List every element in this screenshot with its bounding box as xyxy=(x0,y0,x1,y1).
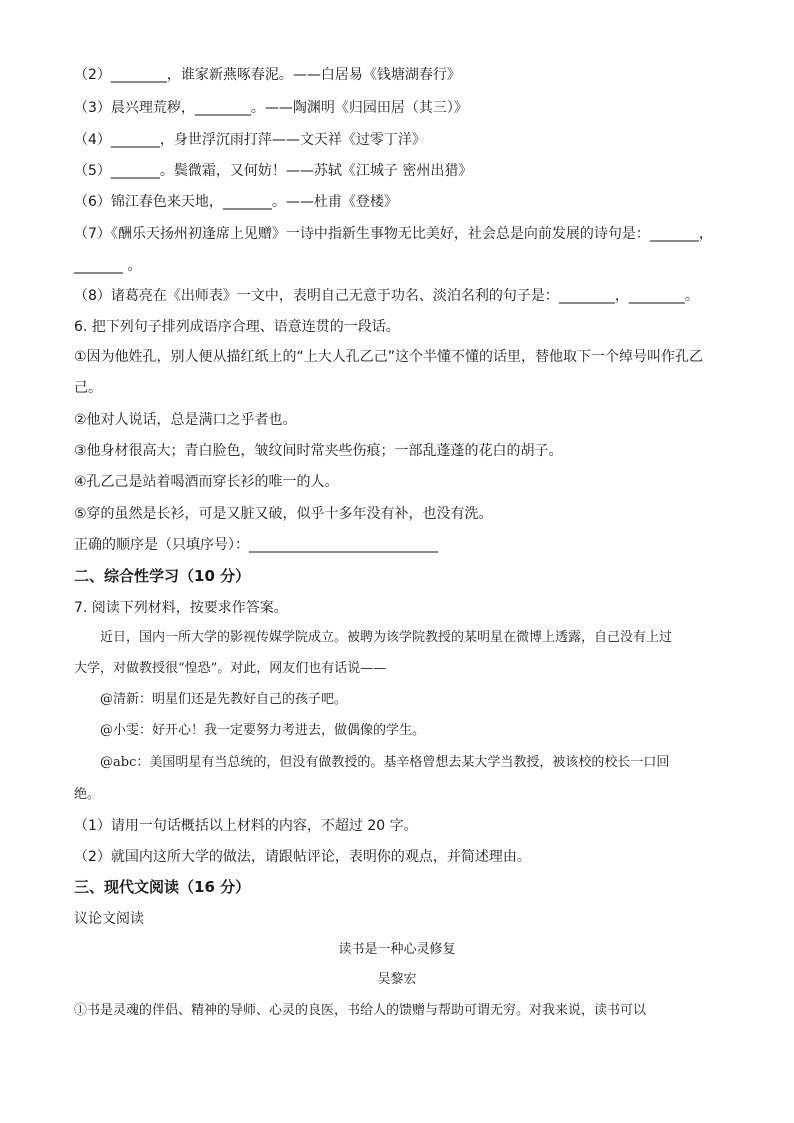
question-6-s4: ④孔乙己是站着喝酒而穿长衫的唯一的人。 xyxy=(74,474,339,490)
item-3: （3）晨兴理荒秽，________。——陶渊明《归园田居（其三）》 xyxy=(74,100,468,116)
comment-xiaowen: @小雯：好开心！我一定要努力考进去，做偶像的学生。 xyxy=(100,723,426,738)
question-7-2: （2）就国内这所大学的做法，请跟帖评论，表明你的观点，并简述理由。 xyxy=(74,849,531,865)
question-6-s2: ②他对人说话，总是满口之乎者也。 xyxy=(74,412,297,428)
item-4: （4）_______，身世浮沉雨打萍——文天祥《过零丁洋》 xyxy=(74,132,426,148)
question-6-answer: 正确的顺序是（只填序号）：___________________________ xyxy=(74,537,438,553)
section-3-genre: 议论文阅读 xyxy=(74,911,144,927)
article-author: 吴黎宏 xyxy=(377,972,417,987)
comment-abc-line1: @abc：美国明星有当总统的，但没有做教授的。基辛格曾想去某大学当教授，被该校的校长一口回 xyxy=(100,755,670,770)
section-3-heading: 三、现代文阅读（16 分） xyxy=(74,878,251,896)
question-6-s1-line1: ①因为他姓孔，别人便从描红纸上的“上大人孔乙己”这个半懂不懂的话里，替他取下一个绰号叫作孔乙 xyxy=(74,349,704,365)
item-7-line1: （7）《酬乐天扬州初逢席上见赠》一诗中指新生事物无比美好，社会总是向前发展的诗句是：_______， xyxy=(74,226,713,242)
question-7-stem: 7. 阅读下列材料，按要求作答案。 xyxy=(74,600,288,616)
item-5: （5）_______。鬓微霜，又何妨！——苏轼《江城子 密州出猎》 xyxy=(74,163,473,179)
question-6-s5: ⑤穿的虽然是长衫，可是又脏又破，似乎十多年没有补，也没有洗。 xyxy=(74,506,493,522)
question-6-s3: ③他身材很高大；青白脸色，皱纹间时常夹些伤痕；一部乱蓬蓬的花白的胡子。 xyxy=(74,443,563,459)
item-2: （2）________，谁家新燕啄春泥。——白居易《钱塘湖春行》 xyxy=(74,67,461,83)
comment-qingxin: @清新：明星们还是先教好自己的孩子吧。 xyxy=(100,692,348,707)
article-title: 读书是一种心灵修复 xyxy=(338,942,456,957)
material-line1: 近日，国内一所大学的影视传媒学院成立。被聘为该学院教授的某明星在微博上透露，自己没有上过 xyxy=(100,630,673,645)
article-paragraph-1: ①书是灵魂的伴侣、精神的导师、心灵的良医，书给人的馈赠与帮助可谓无穷。对我来说，读书可以 xyxy=(74,1003,647,1018)
item-6: （6）锦江春色来天地，_______。——杜甫《登楼》 xyxy=(74,194,398,210)
question-6-s1-line2: 己。 xyxy=(74,380,102,396)
comment-abc-line2: 绝。 xyxy=(74,787,101,802)
section-2-heading: 二、综合性学习（10 分） xyxy=(74,567,251,585)
item-8: （8）诸葛亮在《出师表》一文中，表明自己无意于功名、淡泊名利的句子是：________，________。 xyxy=(74,288,699,304)
question-6-stem: 6. 把下列句子排列成语序合理、语意连贯的一段话。 xyxy=(74,319,400,335)
material-line2: 大学，对做教授很“惶恐”。对此，网友们也有话说—— xyxy=(74,661,387,676)
question-7-1: （1）请用一句话概括以上材料的内容，不超过 20 字。 xyxy=(74,818,418,834)
item-7-line2: _______ 。 xyxy=(74,258,142,274)
